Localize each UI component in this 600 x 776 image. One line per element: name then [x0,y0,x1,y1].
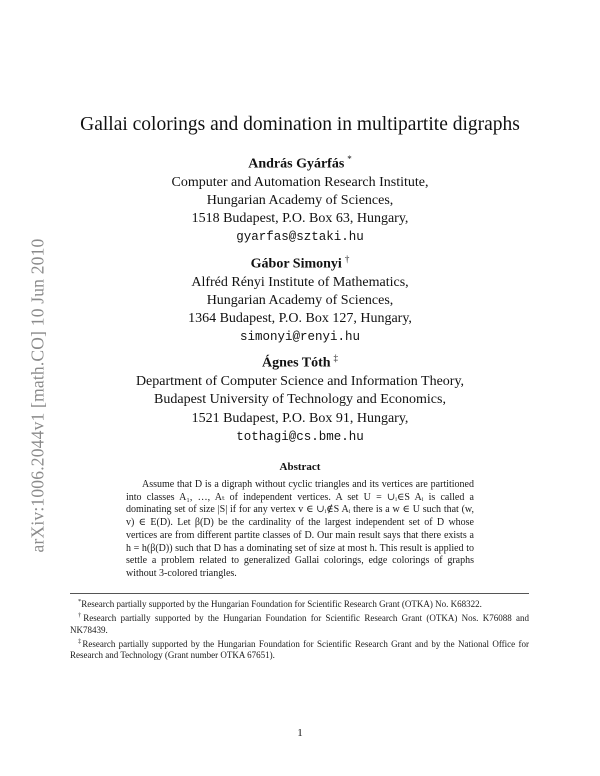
author-footnote-mark: ‡ [333,353,339,364]
abstract-body [126,479,474,581]
author-block [0,349,600,446]
footnote-mark: ‡ [78,637,83,645]
footnote-text: Research partially supported by the Hungarian Foundation for Scientific Research Grant (OTKA) No. K68322. [81,599,482,609]
author-block [0,250,600,347]
paper-title: Gallai colorings and domination in multipartite digraphs [80,114,520,135]
affiliation-line: Hungarian Academy of Sciences, [206,193,394,209]
affiliation-line: Department of Computer Science and Information Theory, [135,374,465,390]
page-number: 1 [297,727,303,739]
arxiv-identifier: arXiv:1006.2044v1 [math.CO] 10 Jun 2010 [27,238,48,553]
footnotes [70,593,529,661]
author-email: simonyi@renyi.hu [239,330,361,345]
author-name: Ágnes Tóth [261,356,331,371]
abstract-heading: Abstract [279,461,321,473]
footnote-text: Research partially supported by the Hungarian Foundation for Scientific Research Grant (OTKA) Nos. K76088 and NK78439. [70,613,530,635]
author-email: gyarfas@sztaki.hu [236,230,364,245]
affiliation-line: Computer and Automation Research Institute, [171,174,429,190]
footnote [70,596,529,610]
footnote [70,610,529,636]
author-footnote-mark: † [344,253,350,264]
footnote-mark: * [78,598,82,605]
footnote-text: Research partially supported by the Hungarian Foundation for Scientific Research Grant and by the National Office for Research and Technology (Grant number OTKA 67651). [70,638,529,661]
affiliation-line: 1364 Budapest, P.O. Box 127, Hungary, [188,310,412,326]
affiliation-line: Budapest University of Technology and Economics, [154,392,446,408]
affiliation-line: 1518 Budapest, P.O. Box 63, Hungary, [191,211,409,227]
footnote [70,636,529,662]
footnote-mark: † [78,612,84,620]
abstract-text: Assume that D is a digraph without cyclic triangles and its vertices are partitioned into classes A₁, …, Aₜ of independent vertices. A set U = ∪ᵢ∈S Aᵢ is called a dominating set of size |S| if for any vertex v ∈ ∪ᵢ∉S Aᵢ there is a w ∈ U such that (w, v) ∈ E(D). Let β(D) be the cardinality of the largest independent set of D whose vertices are from different partite classes of D. Our main result says that there exists a h = h(β(D)) such that D has a dominating set of size at most h. This result is applied to settle a problem related to generalized Gallai colorings, edge colorings of graphs without 3-colored triangles. [126,479,474,579]
affiliation-line: Hungarian Academy of Sciences, [206,292,394,308]
author-list [0,150,600,449]
author-footnote-mark: * [347,154,352,164]
affiliation-line: Alfréd Rényi Institute of Mathematics, [191,274,409,290]
affiliation-line: 1521 Budapest, P.O. Box 91, Hungary, [191,410,409,426]
author-block [0,150,600,247]
author-email: tothagi@cs.bme.hu [236,429,364,444]
author-name: Gábor Simonyi [250,256,342,272]
author-name: András Gyárfás [248,156,345,172]
